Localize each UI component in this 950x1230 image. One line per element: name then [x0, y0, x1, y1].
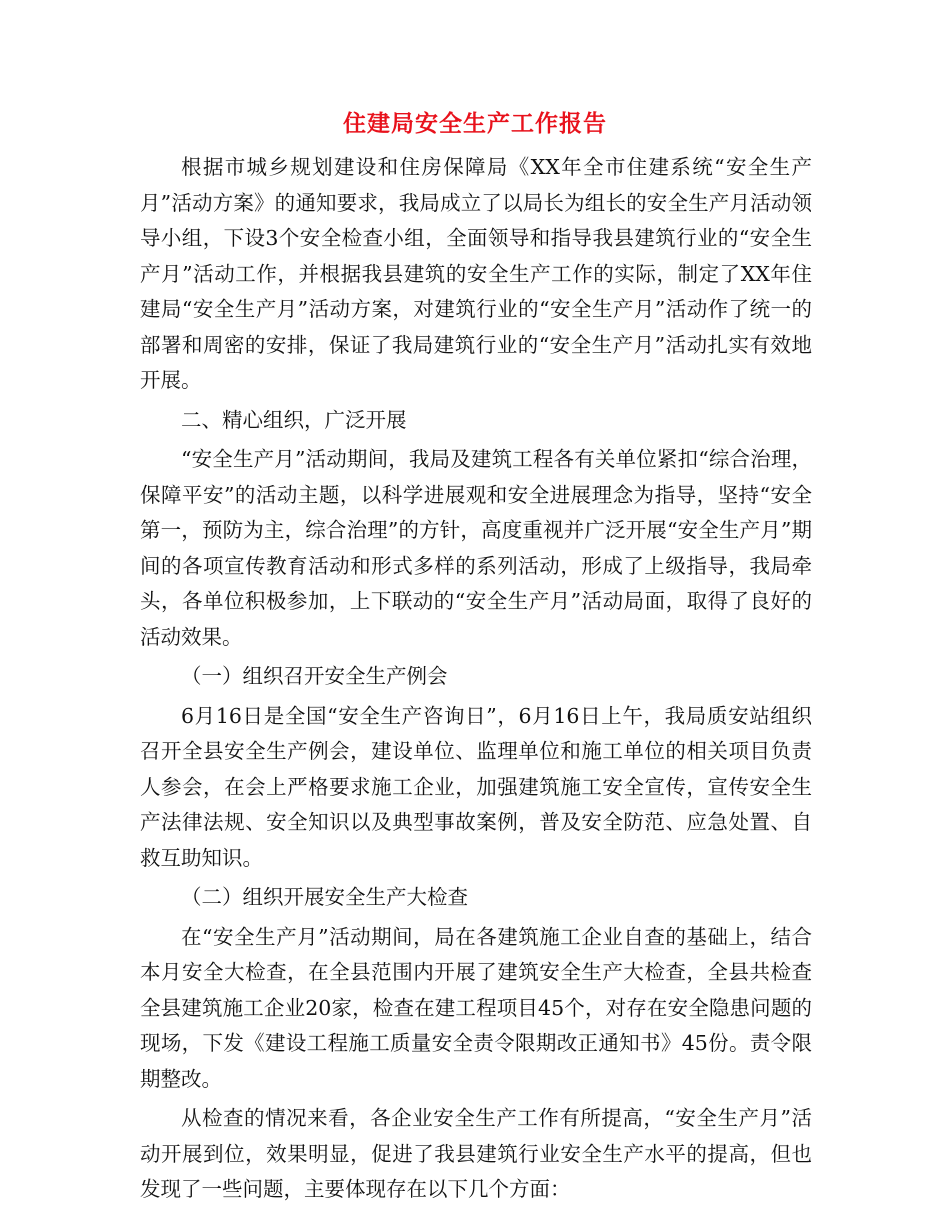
- document-body: [140, 150, 812, 1208]
- paragraph-meeting: 6月16日是全国“安全生产咨询日”，6月16日上午，我局质安站组织召开全县安全生产例会，建设单位、监理单位和施工单位的相关项目负责人参会，在会上严格要求施工企业，加强建筑施工安全宣传，宣传安全生产法律法规、安全知识以及典型事故案例，普及安全防范、应急处置、自救互助知识。: [140, 703, 812, 870]
- paragraph-findings: 从检查的情况来看，各企业安全生产工作有所提高，“安全生产月”活动开展到位，效果明显，促进了我县建筑行业安全生产水平的提高，但也发现了一些问题，主要体现存在以下几个方面：: [140, 1106, 812, 1201]
- subheading-inspection: （二）组织开展安全生产大检查: [181, 885, 468, 909]
- paragraph-intro: 根据市城乡规划建设和住房保障局《XX年全市住建系统“安全生产月”活动方案》的通知要求，我局成立了以局长为组长的安全生产月活动领导小组，下设3个安全检查小组，全面领导和指导我县建筑行业的“安全生产月”活动工作，并根据我县建筑的安全生产工作的实际，制定了XX年住建局“安全生产月”活动方案，对建筑行业的“安全生产月”活动作了统一的部署和周密的安排，保证了我局建筑行业的“安全生产月”活动扎实有效地开展。: [140, 155, 812, 392]
- paragraph-inspection: 在“安全生产月”活动期间，局在各建筑施工企业自查的基础上，结合本月安全大检查，在全县范围内开展了建筑安全生产大检查，全县共检查全县建筑施工企业20家，检查在建工程项目45个，对存在安全隐患问题的现场，下发《建设工程施工质量安全责令限期改正通知书》45份。责令限期整改。: [140, 924, 812, 1091]
- subheading-meeting: （一）组织召开安全生产例会: [181, 664, 448, 688]
- paragraph-activity: “安全生产月”活动期间，我局及建筑工程各有关单位紧扣“综合治理，保障平安”的活动主题，以科学进展观和安全进展理念为指导，坚持“安全第一，预防为主，综合治理”的方针，高度重视并广泛开展“安全生产月”期间的各项宣传教育活动和形式多样的系列活动，形成了上级指导，我局牵头，各单位积极参加，上下联动的“安全生产月”活动局面，取得了良好的活动效果。: [140, 447, 812, 649]
- document-title: 住建局安全生产工作报告: [343, 110, 607, 137]
- section-heading-organize: 二、精心组织，广泛开展: [181, 407, 407, 432]
